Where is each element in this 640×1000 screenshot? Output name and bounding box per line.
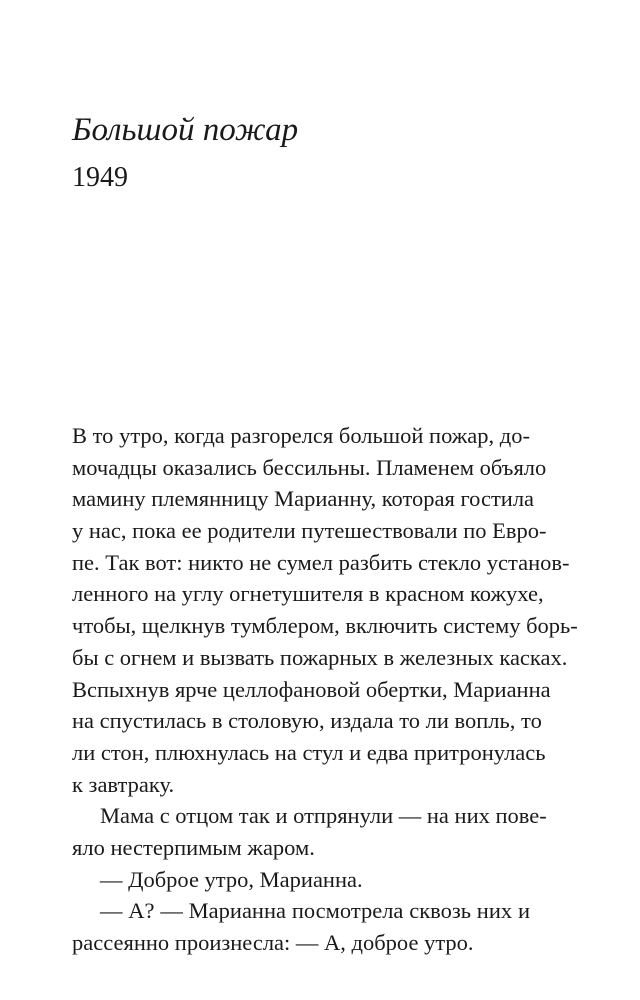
chapter-body [72, 420, 578, 959]
text-line: чтобы, щелкнув тумблером, включить систему борь- [72, 613, 578, 639]
text-line: Вспыхнув ярче целлофановой обертки, Марианна [72, 676, 551, 702]
text-line: Мама с отцом так и отпрянули — на них пове- [100, 803, 547, 829]
text-line: рассеянно произнесла: — А, доброе утро. [72, 930, 474, 955]
chapter-year: 1949 [72, 162, 128, 193]
text-line: на спустилась в столовую, издала то ли вопль, то [72, 708, 542, 734]
text-line: В то утро, когда разгорелся большой пожар, до- [72, 423, 530, 448]
text-line: ли стон, плюхнулась на стул и едва притронулась [72, 739, 546, 765]
text-line: бы с огнем и вызвать пожарных в железных касках. [72, 644, 568, 670]
text-line: мамину племянницу Марианну, которая гостила [72, 486, 535, 512]
text-line: — Доброе утро, Марианна. [100, 866, 363, 892]
text-line: ленного на углу огнетушителя в красном кожухе, [72, 581, 544, 607]
text-line: к завтраку. [72, 771, 175, 797]
text-line: мочадцы оказались бессильны. Пламенем объяло [72, 454, 547, 480]
text-line: яло нестерпимым жаром. [72, 834, 315, 860]
text-line: у нас, пока ее родители путешествовали по Евро- [72, 518, 547, 544]
text-line: — А? — Марианна посмотрела сквозь них и [100, 898, 530, 924]
text-line: пе. Так вот: никто не сумел разбить стекло установ- [72, 549, 570, 575]
chapter-title: Большой пожар [72, 112, 299, 148]
